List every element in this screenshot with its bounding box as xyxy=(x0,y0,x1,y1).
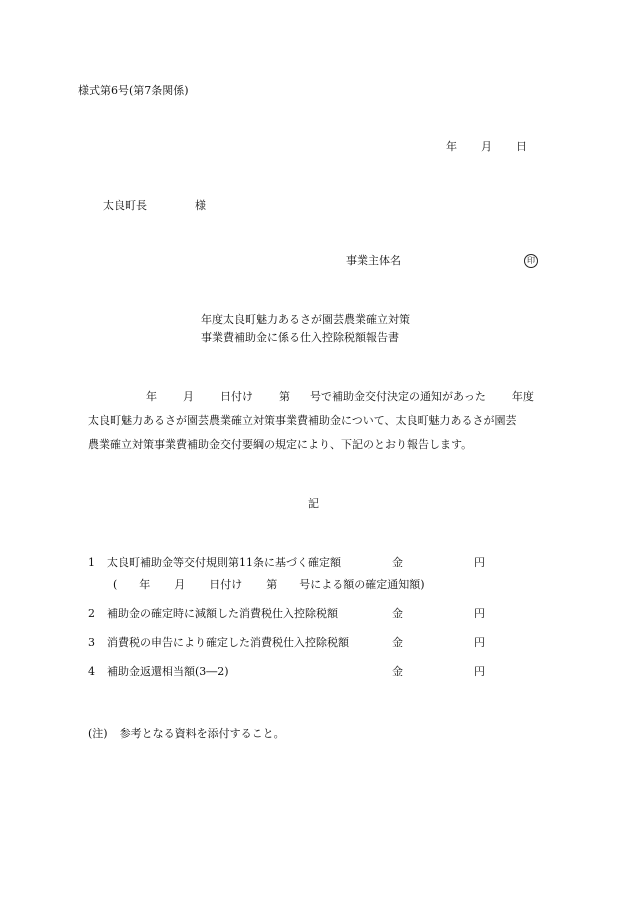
item-1-sub xyxy=(113,578,425,592)
body-notice: 号で補助金交付決定の通知があった xyxy=(310,390,486,403)
sub-year: 年 xyxy=(139,578,151,591)
item-label: 補助金返還相当額(3―2) xyxy=(107,665,229,678)
body-date: 日付け xyxy=(220,390,253,403)
body-line-3: 農業確立対策事業費補助金交付要綱の規定により、下記のとおり報告します。 xyxy=(88,438,473,451)
date-year: 年 xyxy=(446,140,457,153)
item-yen: 円 xyxy=(474,636,485,649)
date-day: 日 xyxy=(516,140,527,153)
item-yen: 円 xyxy=(474,665,485,678)
sub-month: 月 xyxy=(174,578,186,591)
title-line-2: 事業費補助金に係る仕入控除税額報告書 xyxy=(201,331,399,344)
date-month: 月 xyxy=(481,140,492,153)
item-kin: 金 xyxy=(392,665,403,678)
body-year: 年 xyxy=(146,390,157,403)
title-line-1: 年度太良町魅力あるさが園芸農業確立対策 xyxy=(201,313,410,326)
sub-number: 第 xyxy=(266,578,278,591)
applicant-label: 事業主体名 xyxy=(346,254,401,267)
sub-date: 日付け xyxy=(209,578,243,591)
body-line-2: 太良町魅力あるさが園芸農業確立対策事業費補助金について、太良町魅力あるさが園芸 xyxy=(88,414,517,427)
note xyxy=(88,727,285,741)
item-kin: 金 xyxy=(392,636,403,649)
body-fiscal-year: 年度 xyxy=(511,390,534,403)
item-kin: 金 xyxy=(392,607,403,620)
item-number: 3 xyxy=(88,636,95,649)
addressee xyxy=(103,199,206,213)
body-number-prefix: 第 xyxy=(279,390,290,403)
item-kin: 金 xyxy=(392,556,403,569)
item-number: 1 xyxy=(88,556,95,569)
item-label: 消費税の申告により確定した消費税仕入控除税額 xyxy=(107,636,349,649)
addressee-name: 太良町長 xyxy=(103,199,147,212)
form-number: 様式第6号(第7条関係) xyxy=(78,84,189,97)
body-month: 月 xyxy=(183,390,194,403)
sub-open-paren: ( xyxy=(113,578,118,591)
item-number: 4 xyxy=(88,665,95,678)
note-text: 参考となる資料を添付すること。 xyxy=(119,727,285,740)
item-yen: 円 xyxy=(474,556,485,569)
addressee-honorific: 様 xyxy=(195,199,206,212)
sub-text: 号による額の確定通知額) xyxy=(299,578,425,591)
item-yen: 円 xyxy=(474,607,485,620)
body-line-1 xyxy=(146,390,534,404)
date-line xyxy=(446,140,527,154)
note-label: (注) xyxy=(88,727,108,740)
seal-mark: 印 xyxy=(524,254,538,268)
item-label: 太良町補助金等交付規則第11条に基づく確定額 xyxy=(107,556,341,569)
ki-heading: 記 xyxy=(308,497,319,510)
item-number: 2 xyxy=(88,607,95,620)
item-label: 補助金の確定時に減額した消費税仕入控除税額 xyxy=(107,607,338,620)
